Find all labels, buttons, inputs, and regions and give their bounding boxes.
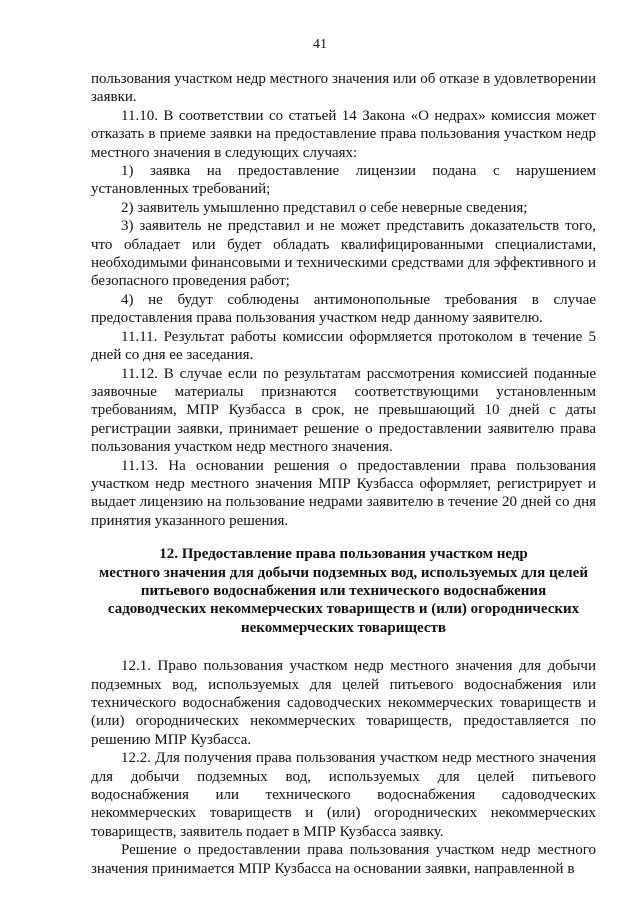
heading-line: питьевого водоснабжения или технического водоснабжения [140,582,547,599]
paragraph-decision: Решение о предоставлении права пользования участком недр местного значения принимается МПР Кузбасса на основании заявки, направленной в [91,842,596,877]
page-number: 41 [313,37,327,52]
heading-line: некоммерческих товариществ [240,619,447,636]
paragraph-11-12: 11.12. В случае если по результатам рассмотрения комиссией поданные заявочные материалы признаются соответствующими установленным требованиям, МПР Кузбасса в срок, не превышающий 10 дней с даты регистрации заявки, принимает решение о предоставлении заявителю права пользования участком недр местного значения. [91,365,596,456]
paragraph-11-13: 11.13. На основании решения о предоставлении права пользования участком недр местного значения МПР Кузбасса оформляет, регистрирует и выдает лицензию на пользование недрами заявителю в течение 20 дней со дня принятия указанного решения. [91,457,596,529]
heading-line: местного значения для добычи подземных вод, используемых для целей [99,564,588,581]
document-body [91,70,596,878]
list-item-1: 1) заявка на предоставление лицензии подана с нарушением установленных требований; [91,163,596,198]
paragraph-continuation: пользования участком недр местного значения или об отказе в удовлетворении заявки. [91,71,596,106]
paragraph-12-2: 12.2. Для получения права пользования участком недр местного значения для добычи подземных вод, используемых для целей питьевого водоснабжения или технического водоснабжения садоводческих некоммерческих товариществ и (или) огороднических некоммерческих товариществ, заявитель подает в МПР Кузбасса заявку. [91,750,596,840]
paragraph-11-10: 11.10. В соответствии со статьей 14 Закона «О недрах» комиссия может отказать в приеме заявки на предоставление права пользования участком недр местного значения в следующих случаях: [91,107,596,161]
section-heading [91,545,596,637]
heading-line: 12. Предоставление права пользования участком недр [159,546,528,563]
list-item-4: 4) не будут соблюдены антимонопольные требования в случае предоставления права пользования участком недр данному заявителю. [91,291,596,327]
list-item-3: 3) заявитель не представил и не может представить доказательств того, что обладает или будет обладать квалифицированными специалистами, необходимыми финансовыми и техническими средствами для эффективного и безопасного проведения работ; [91,218,596,290]
paragraph-11-11: 11.11. Результат работы комиссии оформляется протоколом в течение 5 дней со дня ее заседания. [91,328,596,364]
paragraph-12-1: 12.1. Право пользования участком недр местного значения для добычи подземных вод, используемых для целей питьевого водоснабжения или технического водоснабжения садоводческих некоммерческих товариществ и (или) огороднических некоммерческих товариществ, предоставляется по решению МПР Кузбасса. [91,658,596,748]
heading-line: садоводческих некоммерческих товариществ и (или) огороднических [107,601,580,618]
list-item-2: 2) заявитель умышленно представил о себе неверные сведения; [121,199,528,216]
